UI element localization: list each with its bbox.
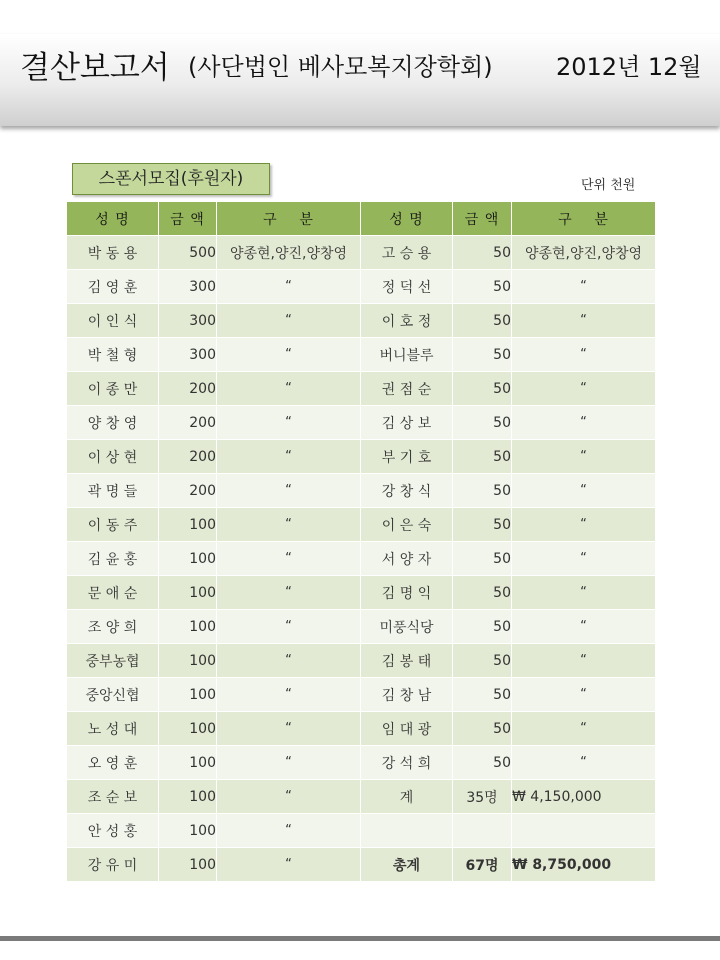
sponsor-amount: 500 — [159, 236, 217, 270]
sponsor-category: “ — [217, 576, 361, 610]
report-date: 2012년 12월 — [556, 53, 702, 81]
sponsor-amount: 200 — [159, 372, 217, 406]
sponsor-amount: 100 — [159, 678, 217, 712]
sponsor-name: 조 양 희 — [67, 610, 159, 644]
sponsor-category: ₩ 4,150,000 — [512, 780, 656, 814]
sponsor-amount: 50 — [453, 372, 512, 406]
sponsor-name: 이 호 정 — [361, 304, 453, 338]
sponsor-name: 중부농협 — [67, 644, 159, 678]
sponsor-amount: 50 — [453, 576, 512, 610]
sponsor-name: 안 성 홍 — [67, 814, 159, 848]
sponsor-category: “ — [512, 542, 656, 576]
table-row — [67, 712, 656, 746]
sponsor-amount: 50 — [453, 338, 512, 372]
sponsor-category: “ — [217, 848, 361, 882]
sponsor-category: “ — [512, 270, 656, 304]
sponsor-name: 권 점 순 — [361, 372, 453, 406]
sponsor-category: “ — [217, 746, 361, 780]
sponsor-amount: 67명 — [453, 848, 512, 882]
sponsor-category: “ — [217, 372, 361, 406]
sponsor-name: 오 영 훈 — [67, 746, 159, 780]
sponsor-category: “ — [217, 508, 361, 542]
column-header-name: 성 명 — [361, 202, 453, 236]
sponsor-name: 이 은 숙 — [361, 508, 453, 542]
table-row — [67, 236, 656, 270]
sponsor-amount: 50 — [453, 712, 512, 746]
sponsor-name — [361, 814, 453, 848]
sponsor-category: “ — [217, 406, 361, 440]
sponsor-name: 김 창 남 — [361, 678, 453, 712]
sponsor-category — [512, 814, 656, 848]
report-title: 결산보고서 — [20, 50, 170, 86]
table-row — [67, 678, 656, 712]
column-header-amount: 금 액 — [453, 202, 512, 236]
sponsor-amount: 100 — [159, 848, 217, 882]
sponsor-category: “ — [512, 678, 656, 712]
organization-name: (사단법인 베사모복지장학회) — [188, 53, 493, 81]
sponsor-name: 김 윤 홍 — [67, 542, 159, 576]
sponsor-amount: 100 — [159, 576, 217, 610]
sponsor-amount: 100 — [159, 508, 217, 542]
sponsor-category: “ — [217, 304, 361, 338]
sponsor-name: 버니블루 — [361, 338, 453, 372]
sponsor-amount: 50 — [453, 236, 512, 270]
table-row — [67, 270, 656, 304]
sponsor-amount: 50 — [453, 610, 512, 644]
sponsor-category: “ — [512, 372, 656, 406]
sponsor-category: “ — [512, 508, 656, 542]
table-header-row — [67, 202, 656, 236]
sponsor-name: 중앙신협 — [67, 678, 159, 712]
table-row — [67, 576, 656, 610]
table-row — [67, 372, 656, 406]
sponsor-table — [66, 201, 656, 882]
sponsor-amount: 100 — [159, 814, 217, 848]
sponsor-amount: 50 — [453, 440, 512, 474]
column-header-amount: 금 액 — [159, 202, 217, 236]
sponsor-amount: 50 — [453, 644, 512, 678]
table-row — [67, 338, 656, 372]
sponsor-amount: 50 — [453, 474, 512, 508]
sponsor-category: “ — [217, 678, 361, 712]
sponsor-amount: 100 — [159, 610, 217, 644]
sponsor-amount: 100 — [159, 780, 217, 814]
sponsor-name: 이 동 주 — [67, 508, 159, 542]
sponsor-amount: 100 — [159, 712, 217, 746]
sponsor-name: 이 상 현 — [67, 440, 159, 474]
sponsor-amount: 50 — [453, 542, 512, 576]
sponsor-name: 강 석 희 — [361, 746, 453, 780]
sponsor-amount: 50 — [453, 406, 512, 440]
sponsor-amount — [453, 814, 512, 848]
sponsor-name: 총계 — [361, 848, 453, 882]
sponsor-category: 양종현,양진,양창영 — [512, 236, 656, 270]
sponsor-name: 양 창 영 — [67, 406, 159, 440]
sponsor-name: 이 인 식 — [67, 304, 159, 338]
sponsor-amount: 35명 — [453, 780, 512, 814]
table-row — [67, 508, 656, 542]
sponsor-name: 강 유 미 — [67, 848, 159, 882]
sponsor-category: “ — [217, 610, 361, 644]
sponsor-name: 문 애 순 — [67, 576, 159, 610]
table-row — [67, 542, 656, 576]
sponsor-category: “ — [217, 644, 361, 678]
sponsor-category: 양종현,양진,양창영 — [217, 236, 361, 270]
sponsor-category: “ — [217, 270, 361, 304]
column-header-category: 구 분 — [217, 202, 361, 236]
sponsor-category: “ — [217, 712, 361, 746]
table-row — [67, 746, 656, 780]
sponsor-name: 미풍식당 — [361, 610, 453, 644]
table-row — [67, 644, 656, 678]
sponsor-amount: 50 — [453, 270, 512, 304]
sponsor-name: 노 성 대 — [67, 712, 159, 746]
table-row — [67, 848, 656, 882]
sponsor-amount: 100 — [159, 644, 217, 678]
footer-divider — [0, 936, 720, 941]
sponsor-name: 김 영 훈 — [67, 270, 159, 304]
sponsor-amount: 200 — [159, 406, 217, 440]
sponsor-amount: 200 — [159, 440, 217, 474]
column-header-name: 성 명 — [67, 202, 159, 236]
sponsor-name: 박 철 형 — [67, 338, 159, 372]
sponsor-name: 김 봉 태 — [361, 644, 453, 678]
sponsor-amount: 200 — [159, 474, 217, 508]
sponsor-name: 정 덕 선 — [361, 270, 453, 304]
sponsor-amount: 50 — [453, 304, 512, 338]
sponsor-category: “ — [217, 814, 361, 848]
sponsor-amount: 50 — [453, 508, 512, 542]
table-row — [67, 610, 656, 644]
sponsor-amount: 100 — [159, 746, 217, 780]
sponsor-amount: 300 — [159, 270, 217, 304]
sponsor-name: 김 상 보 — [361, 406, 453, 440]
sponsor-name: 계 — [361, 780, 453, 814]
sponsor-category: “ — [512, 304, 656, 338]
table-row — [67, 406, 656, 440]
sponsor-category: “ — [217, 780, 361, 814]
sponsor-category: ₩ 8,750,000 — [512, 848, 656, 882]
sponsor-category: “ — [217, 542, 361, 576]
sponsor-name: 조 순 보 — [67, 780, 159, 814]
table-row — [67, 814, 656, 848]
table-row — [67, 304, 656, 338]
sponsor-category: “ — [217, 440, 361, 474]
sponsor-amount: 50 — [453, 678, 512, 712]
sponsor-name: 강 창 식 — [361, 474, 453, 508]
sponsor-amount: 300 — [159, 304, 217, 338]
table-row — [67, 474, 656, 508]
sponsor-name: 곽 명 들 — [67, 474, 159, 508]
title-banner — [0, 34, 720, 126]
sponsor-name: 박 동 용 — [67, 236, 159, 270]
sponsor-category: “ — [512, 576, 656, 610]
table-row — [67, 440, 656, 474]
sponsor-category: “ — [512, 338, 656, 372]
sponsor-name: 고 승 용 — [361, 236, 453, 270]
sponsor-category: “ — [512, 712, 656, 746]
section-label: 스폰서모집(후원자) — [72, 163, 270, 195]
table-row — [67, 780, 656, 814]
sponsor-category: “ — [512, 644, 656, 678]
sponsor-amount: 100 — [159, 542, 217, 576]
sponsor-amount: 300 — [159, 338, 217, 372]
sponsor-category: “ — [217, 338, 361, 372]
sponsor-name: 임 대 광 — [361, 712, 453, 746]
sponsor-category: “ — [512, 440, 656, 474]
sponsor-category: “ — [512, 406, 656, 440]
sponsor-name: 김 명 익 — [361, 576, 453, 610]
column-header-category: 구 분 — [512, 202, 656, 236]
sponsor-name: 서 양 자 — [361, 542, 453, 576]
sponsor-category: “ — [512, 746, 656, 780]
sponsor-category: “ — [217, 474, 361, 508]
sponsor-amount: 50 — [453, 746, 512, 780]
sponsor-category: “ — [512, 474, 656, 508]
sponsor-name: 이 종 만 — [67, 372, 159, 406]
sponsor-category: “ — [512, 610, 656, 644]
unit-note: 단위 천원 — [581, 178, 636, 193]
sponsor-name: 부 기 호 — [361, 440, 453, 474]
